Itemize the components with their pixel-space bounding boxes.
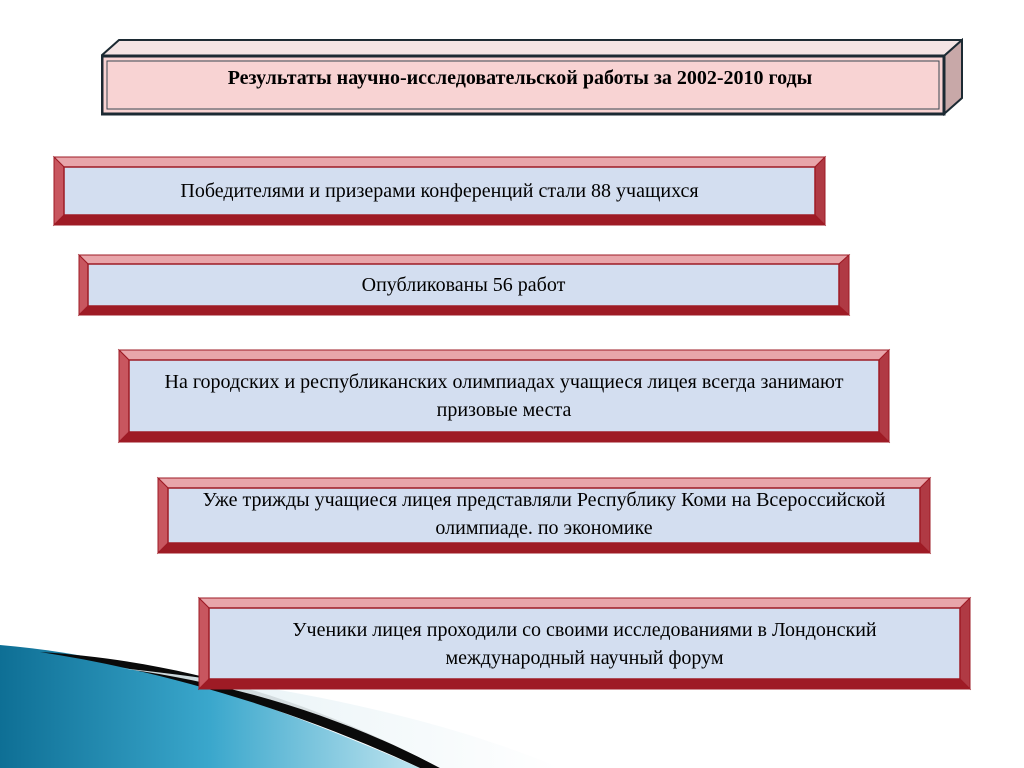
result-text-2: Опубликованы 56 работ	[361, 274, 566, 296]
result-box-5	[199, 598, 970, 689]
result-box-1	[54, 157, 825, 225]
result-text-1: Победителями и призерами конференций стали 88 учащихся	[180, 180, 699, 202]
page-title: Результаты научно-исследовательской работы за 2002-2010 годы	[227, 66, 813, 89]
result-box-4	[158, 478, 930, 553]
result-box-3	[119, 350, 889, 442]
result-box-2	[79, 255, 849, 315]
result-text-3: На городских и республиканских олимпиадах учащиеся лицея всегда занимают призовые места	[164, 371, 844, 421]
result-text-4: Уже трижды учащиеся лицея представляли Республику Коми на Всероссийской олимпиаде. по экономике	[202, 489, 886, 539]
result-text-5: Ученики лицея проходили со своими исследованиями в Лондонский международный научный форум	[292, 618, 877, 669]
